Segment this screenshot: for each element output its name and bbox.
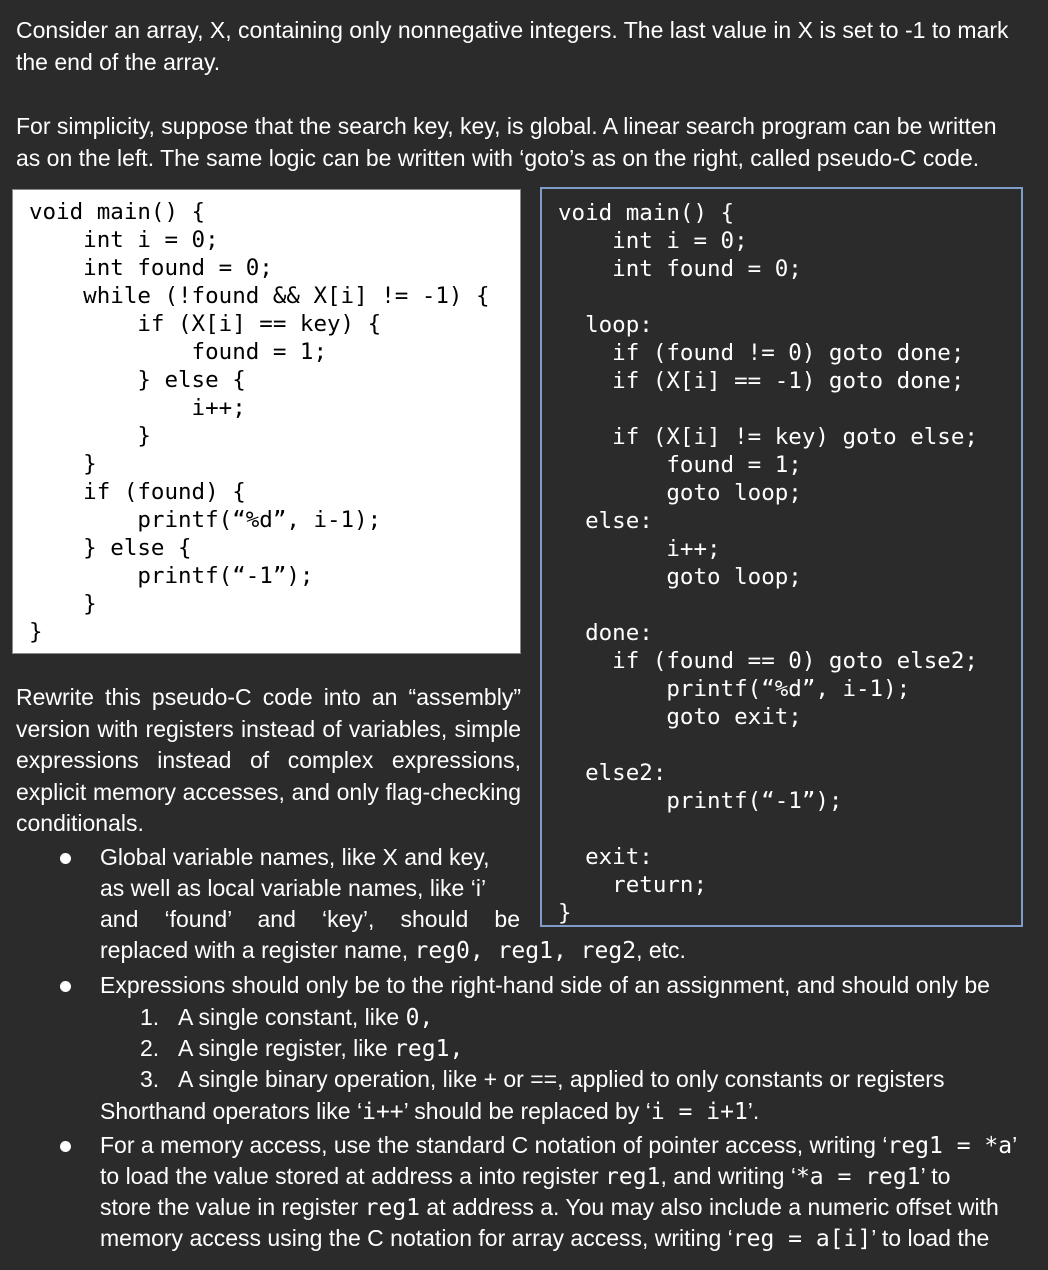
right-code-line: else2: [558,760,667,786]
right-code-line [558,591,1021,619]
bullet1-line-2: as well as local variable names, like ‘i’ [100,875,487,901]
right-code-line [558,815,1021,843]
goto-pseudo-c-code-block [540,187,1023,927]
left-code-line: int i = 0; [29,227,219,253]
description-line-1: For simplicity, suppose that the search key, key, is global. A linear search program can be written [16,113,997,139]
right-code-line: printf(“-1”); [558,788,843,814]
bullet-dot-1 [60,853,71,864]
right-code-line: void main() { [558,200,735,226]
bullet-dot-3 [60,1141,71,1152]
right-code-line: if (X[i] == -1) goto done; [558,368,965,394]
left-code-line: } else { [29,367,246,393]
left-code-line: } else { [29,535,192,561]
bullet1-line-3: and ‘found’ and ‘key’, should be [100,906,520,932]
left-code-line: i++; [29,395,246,421]
right-code-line [558,731,1021,759]
right-code-line: int found = 0; [558,256,802,282]
left-code-line: if (found) { [29,479,246,505]
right-code-line: } [558,900,572,926]
right-code-line: int i = 0; [558,228,748,254]
right-code-line: return; [558,872,708,898]
bullet3-line-2: to load the value stored at address a into register reg1, and writing ‘*a = reg1’ to [100,1163,951,1190]
right-code-line [558,395,1021,423]
bullet3-line-4: memory access using the C notation for array access, writing ‘reg = a[i]’ to load the [100,1225,990,1252]
right-code-line: found = 1; [558,452,802,478]
bullet3-line-1: For a memory access, use the standard C notation of pointer access, writing ‘reg1 = *a’ [100,1132,1018,1159]
right-code-line: else: [558,508,653,534]
right-code-line: done: [558,620,653,646]
right-code-line: i++; [558,536,721,562]
intro-line-2: the end of the array. [16,49,221,75]
list-number: 2. [140,1035,160,1061]
intro-line-1: Consider an array, X, containing only nonnegative integers. The last value in X is set to -1 to mark [16,17,1009,43]
left-code-line: } [29,591,97,617]
left-code-line: while (!found && X[i] != -1) { [29,283,490,309]
right-code-line: goto loop; [558,564,802,590]
bullet2-line-1: Expressions should only be to the right-hand side of an assignment, and should only be [100,972,990,998]
left-code-line: printf(“%d”, i-1); [29,507,382,533]
left-code-line: void main() { [29,199,206,225]
left-code-line: found = 1; [29,339,328,365]
right-code-line: if (found != 0) goto done; [558,340,965,366]
bullet-dot-2 [60,981,71,992]
right-code-line: goto exit; [558,704,802,730]
left-code-line: } [29,619,43,645]
left-code-line: } [29,451,97,477]
left-code-line: int found = 0; [29,255,273,281]
right-code-line: loop: [558,312,653,338]
right-code-line [558,283,1021,311]
bullet1-line-1: Global variable names, like X and key, [100,844,490,870]
left-code-line: printf(“-1”); [29,563,314,589]
left-code-line: if (X[i] == key) { [29,311,382,337]
list-number: 3. [140,1066,160,1092]
bullet1-line-4: replaced with a register name, reg0, reg1, reg2, etc. [100,937,686,964]
list-number: 1. [140,1004,160,1030]
description-line-2: as on the left. The same logic can be written with ‘goto’s as on the right, called pseudo-C code. [16,145,980,171]
while-loop-code-block [12,189,521,654]
left-code-line: } [29,423,151,449]
bullet3-line-3: store the value in register reg1 at address a. You may also include a numeric offset with [100,1194,999,1221]
right-code-line: exit: [558,844,653,870]
right-code-line: goto loop; [558,480,802,506]
right-code-line: if (found == 0) goto else2; [558,648,978,674]
right-code-line: if (X[i] != key) goto else; [558,424,978,450]
rewrite-instructions: Rewrite this pseudo-C code into an “assembly” version with registers instead of variables, simple expressions instead of complex expressions, explicit memory accesses, and only flag-checking conditionals. [16,684,521,836]
right-code-line: printf(“%d”, i-1); [558,676,911,702]
